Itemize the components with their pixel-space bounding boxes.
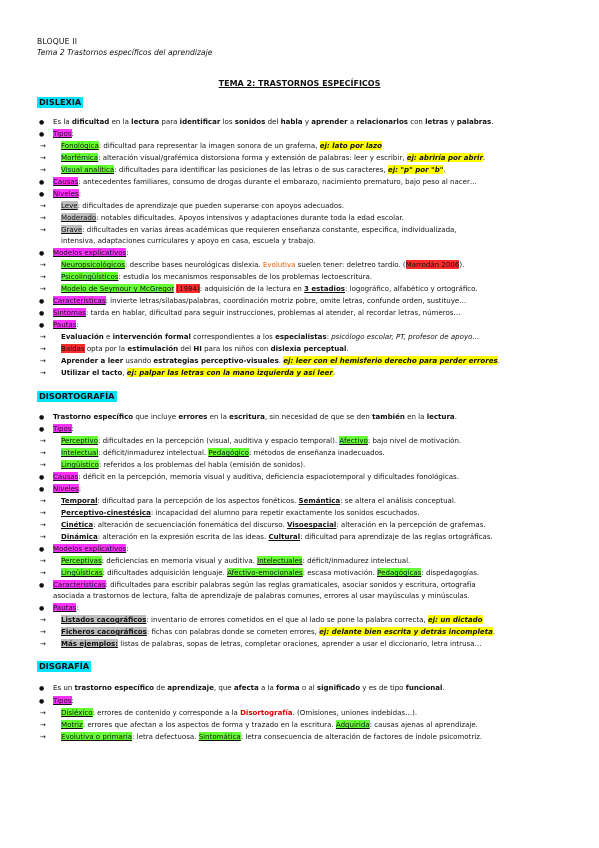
pauta-tacto: Utilizar el tacto, ej: palpar las letras con la mano izquierda y así leer. — [61, 368, 336, 377]
nivel-dinamica: Dinámica: alteración en la expresión escrita de las ideas. Cultural: dificultad para aprendizaje de las reglas ortográficas. — [61, 532, 493, 541]
bullet-icon: ● — [39, 179, 45, 186]
disortografia-definition: Trastorno específico que incluye errores en la escritura, sin necesidad de que se den también en la lectura. — [53, 412, 457, 421]
disortografia-pautas-label: Pautas: — [53, 603, 79, 612]
disgrafia-tipos-label: Tipos: — [53, 696, 74, 705]
arrow-icon: → — [40, 285, 46, 293]
bullet-icon: ● — [39, 582, 45, 589]
arrow-icon: → — [40, 509, 46, 517]
disortografia-caracteristicas-continuation: asociada a trastornos de lectura, falta de aprendizaje de palabras comunes, errores al usar mayúsculas y minúsculas. — [53, 591, 470, 600]
nivel-perceptivo-cinestesica: Perceptivo-cinestésica: incapacidad del alumno para repetir exactamente los sonidos escuchados. — [61, 508, 420, 517]
tipo-intelectual: Intelectual: déficit/inmadurez intelectual. Pedagógico: métodos de enseñanza inadecuados. — [61, 448, 385, 457]
arrow-icon: → — [40, 616, 46, 624]
arrow-icon: → — [40, 449, 46, 457]
nivel-temporal: Temporal: dificultad para la percepción de los aspectos fonéticos. Semántica: se altera el análisis conceptual. — [61, 496, 457, 505]
dislexia-causas: Causas: antecedentes familiares, consumo de drogas durante el embarazo, nacimiento prematuro, bajo peso al nacer… — [53, 177, 477, 186]
bullet-icon: ● — [39, 426, 45, 433]
arrow-icon: → — [40, 273, 46, 281]
arrow-icon: → — [40, 628, 46, 636]
arrow-icon: → — [40, 226, 46, 234]
arrow-icon: → — [40, 214, 46, 222]
arrow-icon: → — [40, 154, 46, 162]
modelo-neuropsicologicos: Neuropsicológicos: describe bases neurológicas dislexia. Evolutiva suelen tener: deletreo tardío. (Marrodán 2006). — [61, 260, 465, 269]
tipo-dislexico: Disléxico: errores de contenido y corresponde a la Disortografía. (Omisiones, uniones indebidas…). — [61, 708, 418, 717]
nivel-grave: Grave: dificultades en varias áreas académicas que requieren enseñanza constante, especifica, individualizada, — [61, 225, 457, 234]
nivel-moderado: Moderado: notables dificultades. Apoyos intensivos y adaptaciones durante toda la edad escolar. — [61, 213, 404, 222]
bullet-icon: ● — [39, 322, 45, 329]
tipo-evolutiva: Evolutiva o primaria: letra defectuosa. Sintomática: letra consecuencia de alteración de factores de índole psicomotriz. — [61, 732, 483, 741]
disortografia-tipos-label: Tipos: — [53, 424, 74, 433]
tipo-fonologica: Fonológica: dificultad para representar la imagen sonora de un grafema, ej: lato por lazo — [61, 141, 382, 150]
tipo-motriz: Motriz: errores que afectan a los aspectos de forma y trazado en la escritura. Adquirida: causas ajenas al aprendizaje. — [61, 720, 478, 729]
bullet-icon: ● — [39, 191, 45, 198]
dislexia-niveles-label: Niveles: — [53, 189, 82, 198]
page-title: TEMA 2: TRASTORNOS ESPECÍFICOS — [218, 79, 381, 88]
bullet-icon: ● — [39, 698, 45, 705]
dislexia-tipos-label: Tipos: — [53, 129, 74, 138]
bullet-icon: ● — [39, 685, 45, 692]
arrow-icon: → — [40, 437, 46, 445]
arrow-icon: → — [40, 709, 46, 717]
disortografia-causas: Causas: déficit en la percepción, memoria visual y auditiva, deficiencia espaciotemporal y dificultades fonológicas. — [53, 472, 459, 481]
arrow-icon: → — [40, 533, 46, 541]
nivel-leve: Leve: dificultades de aprendizaje que pueden superarse con apoyos adecuados. — [61, 201, 345, 210]
bullet-icon: ● — [39, 119, 45, 126]
dislexia-caracteristicas: Características: invierte letras/sílabas/palabras, coordinación motriz pobre, omite letras, confunde orden, sustituye… — [53, 296, 467, 305]
arrow-icon: → — [40, 261, 46, 269]
tema-subtitle: Tema 2 Trastornos específicos del aprendizaje — [37, 48, 213, 57]
tipo-perceptivo: Perceptivo: dificultades en la percepción (visual, auditiva y espacio temporal). Afectivo: bajo nivel de motivación. — [61, 436, 462, 445]
bullet-icon: ● — [39, 131, 45, 138]
pauta-mas-ejemplos: Más ejemplos: listas de palabras, sopas de letras, completar oraciones, aprender a usar el diccionario, letra intrusa… — [61, 639, 482, 648]
arrow-icon: → — [40, 142, 46, 150]
arrow-icon: → — [40, 497, 46, 505]
disortografia-modelos-label: Modelos explicativos: — [53, 544, 129, 553]
arrow-icon: → — [40, 557, 46, 565]
tipo-morfemica: Morfémica: alteración visual/grafémica distorsiona forma y extensión de palabras: leer y escribir, ej: abriría por abrir. — [61, 153, 486, 162]
arrow-icon: → — [40, 461, 46, 469]
bullet-icon: ● — [39, 250, 45, 257]
nivel-cinetica: Cinética: alteración de secuenciación fonemática del discurso. Visoespacial: alteración en la percepción de grafemas. — [61, 520, 486, 529]
section-heading-dislexia: DISLEXIA — [39, 97, 82, 107]
arrow-icon: → — [40, 721, 46, 729]
dislexia-sintomas: Síntomas: tarda en hablar, dificultad para seguir instrucciones, problemas al atender, al recordar letras, números… — [53, 308, 461, 317]
arrow-icon: → — [40, 357, 46, 365]
pauta-evaluacion: Evaluación e intervención formal correspondientes a los especialistas: psicólogo escolar, PT, profesor de apoyo… — [61, 332, 480, 341]
dislexia-modelos-label: Modelos explicativos: — [53, 248, 129, 257]
arrow-icon: → — [40, 733, 46, 741]
disgrafia-definition: Es un trastorno específico de aprendizaje, que afecta a la forma o al significado y es de tipo funcional. — [53, 683, 445, 692]
disortografia-caracteristicas: Características: dificultades para escribir palabras según las reglas gramaticales, asociar sonidos y escritura, ortografía — [53, 580, 476, 589]
arrow-icon: → — [40, 166, 46, 174]
pauta-aprender-a-leer: Aprender a leer usando estrategias perceptivo-visuales. ej: leer con el hemisferio derecho para perder errores. — [61, 356, 500, 365]
tipo-visual-analitica: Visual analítica: dificultades para identificar las posiciones de las letras o de sus caracteres, ej: "p" por "b". — [61, 165, 446, 174]
arrow-icon: → — [40, 569, 46, 577]
tipo-linguistico: Lingüístico: referidos a los problemas del habla (emisión de sonidos). — [61, 460, 306, 469]
section-heading-disortografia: DISORTOGRAFÍA — [39, 391, 115, 401]
disortografia-niveles-label: Niveles: — [53, 484, 82, 493]
modelo-perceptivas: Perceptivas: deficiencias en memoria visual y auditiva. Intelectuales: déficit/inmadurez intelectual. — [61, 556, 411, 565]
arrow-icon: → — [40, 345, 46, 353]
pauta-listados-cacograficos: Listados cacográficos: inventario de errores cometidos en el que al lado se pone la palabra correcta, ej: un dictado — [61, 615, 483, 624]
modelo-psicolinguisticos: Psicolingüísticos: estudia los mecanismos responsables de los problemas lectoescritura. — [61, 272, 373, 281]
dislexia-pautas-label: Pautas: — [53, 320, 79, 329]
section-heading-disgrafia: DISGRAFÍA — [39, 661, 90, 671]
arrow-icon: → — [40, 202, 46, 210]
bullet-icon: ● — [39, 310, 45, 317]
arrow-icon: → — [40, 369, 46, 377]
nivel-grave-continuation: intensiva, adaptaciones curriculares y apoyo en casa, escuela y trabajo. — [61, 236, 316, 245]
modelo-linguisticas: Lingüísticas: dificultades adquisición lenguaje. Afectivo-emocionales: escasa motivación. Pedagógicas: dispedagogías. — [61, 568, 480, 577]
modelo-seymour-mcgregor: Modelo de Seymour y McGregor (1984): adquisición de la lectura en 3 estadios: logográfico, alfabético y ortográfico. — [61, 284, 478, 293]
bullet-icon: ● — [39, 414, 45, 421]
bullet-icon: ● — [39, 474, 45, 481]
arrow-icon: → — [40, 521, 46, 529]
bullet-icon: ● — [39, 486, 45, 493]
pauta-baldas: Baldas opta por la estimulación del HI para los niños con dislexia perceptual. — [61, 344, 349, 353]
bullet-icon: ● — [39, 546, 45, 553]
pauta-ficheros-cacograficos: Ficheros cacográficos: fichas con palabras donde se cometen errores, ej: delante bien escrita y detrás incompleta. — [61, 627, 496, 636]
bullet-icon: ● — [39, 605, 45, 612]
bloque-label: BLOQUE II — [37, 37, 78, 46]
arrow-icon: → — [40, 333, 46, 341]
bullet-icon: ● — [39, 298, 45, 305]
dislexia-definition: Es la dificultad en la lectura para identificar los sonidos del habla y aprender a relacionarlos con letras y palabras. — [53, 117, 494, 126]
arrow-icon: → — [40, 640, 46, 648]
